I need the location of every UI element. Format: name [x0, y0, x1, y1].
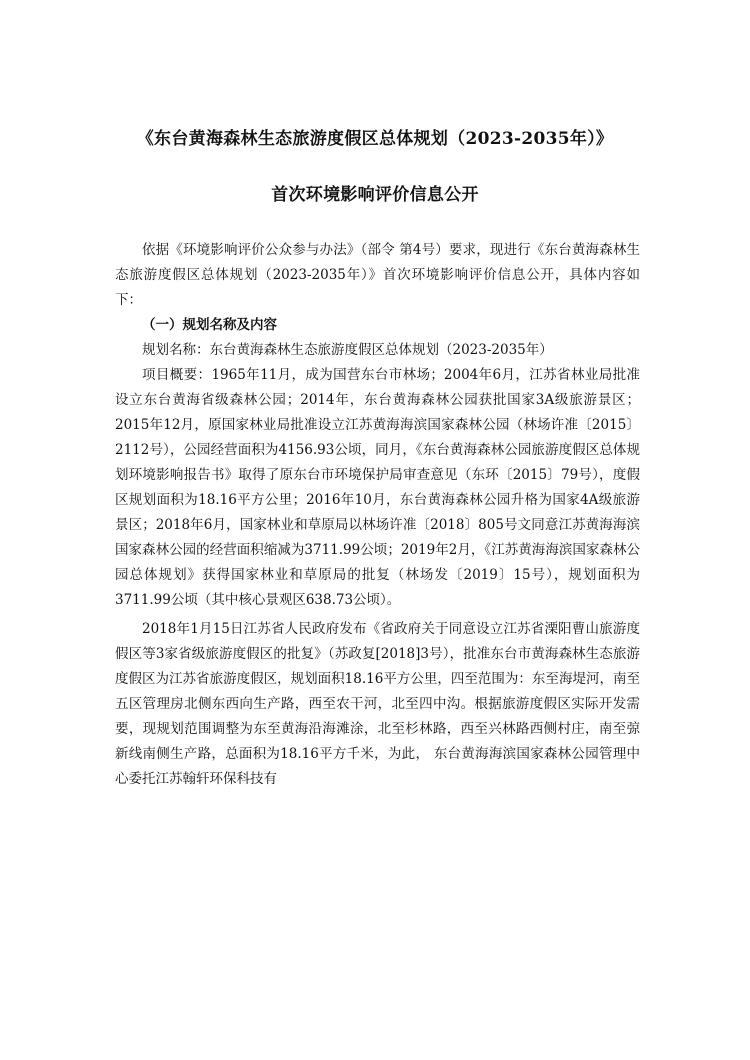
- approval-paragraph: 2018年1月15日江苏省人民政府发布《省政府关于同意设立江苏省溧阳曹山旅游度假区等3家省级旅游度假区的批复》（苏政复[2018]3号），批准东台市黄海森林生态旅游度假区为江苏省旅游度假区，规划面积18.16平方公里，四至范围为：东至海堤河，南至五区管理房北侧东西向生产路，西至农干河，北至四中沟。根据旅游度假区实际开发需要，现规划范围调整为东至黄海沿海滩涂，北至杉林路，西至兴林路西侧村庄，南至弶新线南侧生产路，总面积为18.16平方千米，为此， 东台黄海海滨国家森林公园管理中心委托江苏翰轩环保科技有: [115, 621, 640, 787]
- document-title: 《东台黄海森林生态旅游度假区总体规划（2023-2035年）》: [136, 129, 614, 149]
- overview-paragraph: 项目概要：1965年11月，成为国营东台市林场；2004年6月，江苏省林业局批准设立东台黄海省级森林公园；2014年，东台黄海森林公园获批国家3A级旅游景区；2015年12月，原国家林业局批准设立江苏黄海海滨国家森林公园（林场许准〔2015〕2112号），公园经营面积为4156.93公顷，同月，《东台黄海森林公园旅游度假区总体规划环境影响报告书》取得了原东台市环境保护局审查意见（东环〔2015〕79号），度假区规划面积为18.16平方公里；2016年10月，东台黄海森林公园升格为国家4A级旅游景区；2018年6月，国家林业和草原局以林场许准〔2018〕805号文同意江苏黄海海滨国家森林公园的经营面积缩减为3711.99公顷；2019年2月，《江苏黄海海滨国家森林公园总体规划》获得国家林业和草原局的批复（林场发〔2019〕15号），规划面积为3711.99公顷（其中核心景观区638.73公顷）。: [115, 367, 640, 608]
- section-heading-plan-name: （一）规划名称及内容: [142, 317, 277, 333]
- document-subtitle: 首次环境影响评价信息公开: [271, 185, 479, 205]
- plan-name-paragraph: 规划名称：东台黄海森林生态旅游度假区总体规划（2023-2035年）: [142, 342, 553, 358]
- intro-paragraph: 依据《环境影响评价公众参与办法》（部令 第4号）要求，现进行《东台黄海森林生态旅游度假区总体规划（2023-2035年）》首次环境影响评价信息公开，具体内容如下：: [115, 242, 640, 308]
- document-body: [115, 238, 640, 792]
